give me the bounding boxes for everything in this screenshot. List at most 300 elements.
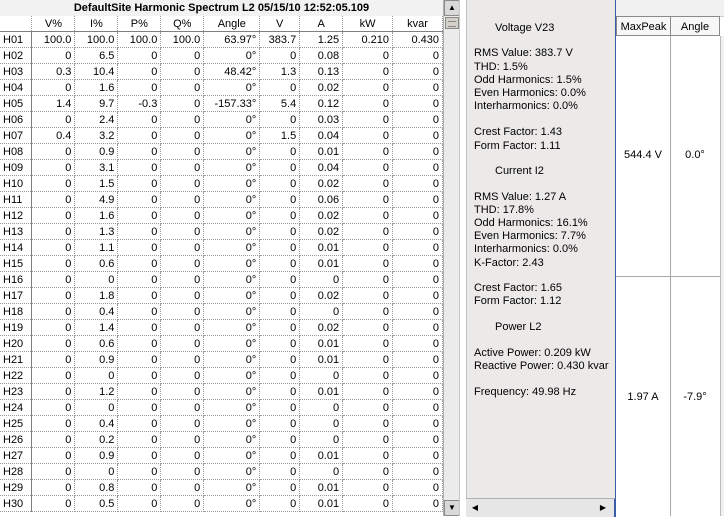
table-cell: 0 bbox=[343, 336, 393, 352]
table-row[interactable] bbox=[0, 304, 443, 320]
table-cell: 0 bbox=[343, 320, 393, 336]
row-label: H20 bbox=[0, 336, 32, 352]
table-cell: 0 bbox=[118, 64, 161, 80]
table-cell: 0 bbox=[393, 192, 443, 208]
table-cell: -0.3 bbox=[118, 96, 161, 112]
table-cell: 0.02 bbox=[300, 176, 343, 192]
table-cell: 1.25 bbox=[300, 32, 343, 48]
table-cell: 0 bbox=[260, 208, 300, 224]
table-cell: 0 bbox=[118, 448, 161, 464]
maxpeak-header: MaxPeak bbox=[616, 16, 671, 36]
table-cell: 0 bbox=[393, 160, 443, 176]
table-cell: 0.4 bbox=[75, 304, 118, 320]
table-cell: 1.5 bbox=[260, 128, 300, 144]
table-cell: 0 bbox=[32, 256, 75, 272]
row-separator bbox=[616, 276, 724, 277]
table-cell: 0 bbox=[118, 208, 161, 224]
table-cell: 100.0 bbox=[118, 32, 161, 48]
row-label: H10 bbox=[0, 176, 32, 192]
table-cell: 0 bbox=[161, 192, 204, 208]
table-cell: 0.02 bbox=[300, 288, 343, 304]
table-cell: 0 bbox=[343, 176, 393, 192]
arrow-right-icon[interactable]: ▶ bbox=[599, 503, 607, 512]
table-cell: 0.02 bbox=[300, 224, 343, 240]
table-cell: 0 bbox=[393, 464, 443, 480]
table-cell: 0 bbox=[118, 320, 161, 336]
table-cell: 0 bbox=[343, 192, 393, 208]
table-cell: 0.01 bbox=[300, 240, 343, 256]
table-cell: 0 bbox=[32, 224, 75, 240]
table-cell: 0 bbox=[343, 384, 393, 400]
table-cell: 0 bbox=[260, 368, 300, 384]
table-cell: 0.12 bbox=[300, 96, 343, 112]
table-row[interactable] bbox=[0, 176, 443, 192]
table-cell: 0 bbox=[161, 176, 204, 192]
table-cell: 0 bbox=[118, 160, 161, 176]
table-cell: 0 bbox=[118, 336, 161, 352]
table-cell: 0.9 bbox=[75, 144, 118, 160]
table-cell: 0 bbox=[161, 496, 204, 512]
table-cell: 0 bbox=[260, 160, 300, 176]
table-cell: 0 bbox=[260, 320, 300, 336]
table-row[interactable] bbox=[0, 240, 443, 256]
table-cell: 0 bbox=[343, 416, 393, 432]
row-label: H17 bbox=[0, 288, 32, 304]
table-row[interactable] bbox=[0, 336, 443, 352]
table-cell: 0 bbox=[260, 80, 300, 96]
table-cell: 0 bbox=[32, 464, 75, 480]
arrow-up-icon[interactable]: ▲ bbox=[444, 0, 460, 16]
voltage-thd: THD: 1.5% bbox=[474, 61, 528, 73]
table-cell: 0.02 bbox=[300, 208, 343, 224]
table-cell: 0 bbox=[118, 112, 161, 128]
table-cell: 0 bbox=[260, 448, 300, 464]
table-cell: 0.9 bbox=[75, 448, 118, 464]
table-cell: 0 bbox=[32, 80, 75, 96]
row-label: H08 bbox=[0, 144, 32, 160]
table-cell: 0 bbox=[161, 240, 204, 256]
row-label: H03 bbox=[0, 64, 32, 80]
row-label: H13 bbox=[0, 224, 32, 240]
summary-panel bbox=[466, 0, 617, 498]
table-cell: 0 bbox=[260, 48, 300, 64]
table-cell: 0 bbox=[393, 336, 443, 352]
table-cell: 0 bbox=[32, 432, 75, 448]
table-cell: 0 bbox=[32, 112, 75, 128]
table-cell: 0 bbox=[393, 96, 443, 112]
table-cell: 0 bbox=[260, 384, 300, 400]
table-cell: 0° bbox=[204, 400, 260, 416]
table-cell: 1.3 bbox=[75, 224, 118, 240]
frequency: Frequency: 49.98 Hz bbox=[474, 386, 577, 398]
table-cell: 0 bbox=[260, 480, 300, 496]
table-cell: 0° bbox=[204, 304, 260, 320]
table-cell: 0.6 bbox=[75, 336, 118, 352]
table-cell: 0.01 bbox=[300, 496, 343, 512]
row-label: H23 bbox=[0, 384, 32, 400]
table-row[interactable] bbox=[0, 400, 443, 416]
table-cell: 0 bbox=[260, 256, 300, 272]
table-cell: 0.01 bbox=[300, 336, 343, 352]
table-cell: 0 bbox=[161, 432, 204, 448]
table-cell: 0 bbox=[161, 368, 204, 384]
table-cell: 0 bbox=[118, 240, 161, 256]
table-cell: 0 bbox=[393, 416, 443, 432]
table-row[interactable] bbox=[0, 64, 443, 80]
corner-header[interactable] bbox=[0, 16, 32, 32]
current-form-factor: Form Factor: 1.12 bbox=[474, 295, 562, 307]
table-cell: 0 bbox=[260, 400, 300, 416]
vertical-scrollbar[interactable] bbox=[443, 0, 460, 516]
table-cell: 0 bbox=[260, 304, 300, 320]
table-cell: 0.01 bbox=[300, 480, 343, 496]
table-row[interactable] bbox=[0, 384, 443, 400]
table-cell: 0° bbox=[204, 128, 260, 144]
table-cell: 0 bbox=[161, 272, 204, 288]
voltage-even-harmonics: Even Harmonics: 0.0% bbox=[474, 87, 586, 99]
table-cell: 0° bbox=[204, 384, 260, 400]
table-cell: 0 bbox=[393, 240, 443, 256]
table-cell: 1.5 bbox=[75, 176, 118, 192]
table-cell: 0 bbox=[161, 304, 204, 320]
column-header[interactable]: Q% bbox=[161, 16, 204, 32]
table-cell: 0 bbox=[161, 320, 204, 336]
scroll-thumb[interactable] bbox=[445, 17, 459, 29]
table-cell: 0 bbox=[118, 224, 161, 240]
table-cell: 1.3 bbox=[260, 64, 300, 80]
table-cell: 0 bbox=[75, 400, 118, 416]
current-interharmonics: Interharmonics: 0.0% bbox=[474, 243, 578, 255]
table-cell: 0.02 bbox=[300, 320, 343, 336]
table-cell: 0.8 bbox=[75, 480, 118, 496]
table-cell: 0° bbox=[204, 480, 260, 496]
table-cell: 0.3 bbox=[32, 64, 75, 80]
row-label: H27 bbox=[0, 448, 32, 464]
table-cell: 0.9 bbox=[75, 352, 118, 368]
table-row[interactable] bbox=[0, 32, 443, 48]
column-header[interactable]: A bbox=[300, 16, 343, 32]
table-cell: 0 bbox=[118, 192, 161, 208]
table-cell: 0.03 bbox=[300, 112, 343, 128]
table-row[interactable] bbox=[0, 224, 443, 240]
row-label: H02 bbox=[0, 48, 32, 64]
table-cell: 0.4 bbox=[75, 416, 118, 432]
table-row[interactable] bbox=[0, 256, 443, 272]
voltage-rms: RMS Value: 383.7 V bbox=[474, 47, 573, 59]
table-cell: 0.04 bbox=[300, 128, 343, 144]
table-cell: 0 bbox=[393, 448, 443, 464]
table-row[interactable] bbox=[0, 288, 443, 304]
table-cell: 0° bbox=[204, 208, 260, 224]
table-cell: 0.2 bbox=[75, 432, 118, 448]
row-label: H24 bbox=[0, 400, 32, 416]
table-row[interactable] bbox=[0, 128, 443, 144]
row-label: H04 bbox=[0, 80, 32, 96]
table-cell: 0 bbox=[343, 448, 393, 464]
table-cell: 0 bbox=[118, 304, 161, 320]
table-cell: 0 bbox=[32, 336, 75, 352]
table-row[interactable] bbox=[0, 208, 443, 224]
table-cell: 0 bbox=[118, 400, 161, 416]
table-cell: 0 bbox=[343, 464, 393, 480]
table-cell: 0 bbox=[300, 416, 343, 432]
table-cell: 0 bbox=[32, 448, 75, 464]
table-cell: 0 bbox=[118, 80, 161, 96]
table-cell: 0 bbox=[161, 224, 204, 240]
row-label: H22 bbox=[0, 368, 32, 384]
table-row[interactable] bbox=[0, 448, 443, 464]
table-cell: 0° bbox=[204, 448, 260, 464]
table-cell: 0 bbox=[161, 384, 204, 400]
table-cell: 0 bbox=[260, 192, 300, 208]
arrow-down-icon[interactable]: ▼ bbox=[444, 500, 460, 516]
table-cell: 0 bbox=[393, 352, 443, 368]
table-cell: 0 bbox=[32, 304, 75, 320]
row-label: H30 bbox=[0, 496, 32, 512]
table-cell: 0 bbox=[343, 304, 393, 320]
table-cell: 0 bbox=[343, 224, 393, 240]
current-rms: RMS Value: 1.27 A bbox=[474, 191, 567, 203]
table-cell: 0 bbox=[260, 224, 300, 240]
table-cell: 0 bbox=[343, 272, 393, 288]
table-cell: 0.01 bbox=[300, 448, 343, 464]
table-cell: 0 bbox=[118, 416, 161, 432]
table-cell: 100.0 bbox=[161, 32, 204, 48]
table-cell: 0 bbox=[161, 256, 204, 272]
current-maxpeak: 1.97 A bbox=[627, 391, 659, 403]
table-cell: 0.6 bbox=[75, 256, 118, 272]
table-cell: 0 bbox=[343, 96, 393, 112]
table-cell: 0 bbox=[161, 336, 204, 352]
table-cell: 0 bbox=[393, 208, 443, 224]
voltage-crest-factor: Crest Factor: 1.43 bbox=[474, 126, 563, 138]
table-cell: 0 bbox=[300, 304, 343, 320]
table-cell: 0 bbox=[393, 112, 443, 128]
table-cell: 0° bbox=[204, 336, 260, 352]
table-cell: 0 bbox=[32, 384, 75, 400]
table-cell: 0 bbox=[393, 272, 443, 288]
table-cell: 1.6 bbox=[75, 208, 118, 224]
column-header[interactable]: V bbox=[260, 16, 300, 32]
voltage-interharmonics: Interharmonics: 0.0% bbox=[474, 100, 578, 112]
active-power: Active Power: 0.209 kW bbox=[474, 347, 591, 359]
table-cell: 0 bbox=[343, 400, 393, 416]
table-cell: 0° bbox=[204, 272, 260, 288]
table-cell: 0 bbox=[161, 480, 204, 496]
table-cell: 0° bbox=[204, 320, 260, 336]
table-cell: 0 bbox=[393, 496, 443, 512]
table-cell: 0 bbox=[75, 272, 118, 288]
row-label: H15 bbox=[0, 256, 32, 272]
table-cell: 0 bbox=[161, 144, 204, 160]
table-cell: 0 bbox=[343, 144, 393, 160]
table-cell: 63.97° bbox=[204, 32, 260, 48]
table-cell: 0° bbox=[204, 496, 260, 512]
table-cell: 0 bbox=[161, 208, 204, 224]
voltage-maxpeak: 544.4 V bbox=[624, 149, 662, 161]
table-cell: 0.4 bbox=[32, 128, 75, 144]
row-label: H26 bbox=[0, 432, 32, 448]
table-cell: 0.08 bbox=[300, 48, 343, 64]
table-cell: 0 bbox=[32, 48, 75, 64]
table-cell: 0.01 bbox=[300, 256, 343, 272]
table-cell: 0° bbox=[204, 256, 260, 272]
table-row[interactable] bbox=[0, 192, 443, 208]
table-cell: 1.1 bbox=[75, 240, 118, 256]
table-cell: 0 bbox=[343, 240, 393, 256]
table-cell: 0 bbox=[161, 416, 204, 432]
table-row[interactable] bbox=[0, 320, 443, 336]
table-cell: 0 bbox=[260, 352, 300, 368]
horizontal-scrollbar[interactable] bbox=[466, 498, 616, 517]
row-label: H11 bbox=[0, 192, 32, 208]
table-cell: 0 bbox=[32, 400, 75, 416]
table-cell: 0 bbox=[393, 432, 443, 448]
table-cell: 0° bbox=[204, 432, 260, 448]
table-cell: 0 bbox=[300, 368, 343, 384]
table-cell: 0 bbox=[118, 272, 161, 288]
table-cell: 0 bbox=[118, 144, 161, 160]
table-cell: 0 bbox=[161, 448, 204, 464]
table-cell: 0° bbox=[204, 288, 260, 304]
table-cell: 0° bbox=[204, 416, 260, 432]
table-row[interactable] bbox=[0, 272, 443, 288]
table-cell: -157.33° bbox=[204, 96, 260, 112]
table-cell: 0° bbox=[204, 160, 260, 176]
table-cell: 0 bbox=[300, 400, 343, 416]
table-cell: 0 bbox=[300, 432, 343, 448]
column-header[interactable]: Angle bbox=[204, 16, 260, 32]
row-label: H14 bbox=[0, 240, 32, 256]
table-cell: 0 bbox=[260, 288, 300, 304]
column-header[interactable]: V% bbox=[32, 16, 75, 32]
table-cell: 0 bbox=[118, 256, 161, 272]
voltage-heading: Voltage V23 bbox=[495, 22, 555, 34]
table-cell: 0 bbox=[118, 176, 161, 192]
table-row[interactable] bbox=[0, 144, 443, 160]
table-cell: 0 bbox=[260, 272, 300, 288]
table-row[interactable] bbox=[0, 496, 443, 512]
table-cell: 0 bbox=[343, 256, 393, 272]
table-cell: 4.9 bbox=[75, 192, 118, 208]
table-row[interactable] bbox=[0, 432, 443, 448]
table-cell: 0 bbox=[343, 128, 393, 144]
table-cell: 0° bbox=[204, 240, 260, 256]
table-cell: 1.4 bbox=[75, 320, 118, 336]
table-cell: 0 bbox=[393, 384, 443, 400]
table-cell: 0 bbox=[393, 320, 443, 336]
table-cell: 0 bbox=[118, 432, 161, 448]
table-cell: 0 bbox=[343, 64, 393, 80]
table-row[interactable] bbox=[0, 160, 443, 176]
table-cell: 0 bbox=[32, 288, 75, 304]
table-cell: 1.6 bbox=[75, 80, 118, 96]
table-cell: 0 bbox=[161, 160, 204, 176]
current-thd: THD: 17.8% bbox=[474, 204, 534, 216]
angle-header: Angle bbox=[670, 16, 720, 36]
table-cell: 0.01 bbox=[300, 144, 343, 160]
table-cell: 0 bbox=[32, 352, 75, 368]
current-crest-factor: Crest Factor: 1.65 bbox=[474, 282, 563, 294]
table-row[interactable] bbox=[0, 368, 443, 384]
arrow-left-icon[interactable]: ◀ bbox=[471, 503, 479, 512]
table-cell: 0 bbox=[393, 128, 443, 144]
peak-panel-edge bbox=[720, 36, 724, 516]
voltage-odd-harmonics: Odd Harmonics: 1.5% bbox=[474, 74, 582, 86]
row-label: H19 bbox=[0, 320, 32, 336]
table-cell: 0 bbox=[343, 48, 393, 64]
row-label: H07 bbox=[0, 128, 32, 144]
table-cell: 0 bbox=[343, 480, 393, 496]
column-header[interactable]: kW bbox=[343, 16, 393, 32]
column-header[interactable]: kvar bbox=[393, 16, 443, 32]
table-cell: 9.7 bbox=[75, 96, 118, 112]
table-row[interactable] bbox=[0, 48, 443, 64]
row-label: H12 bbox=[0, 208, 32, 224]
table-cell: 0.01 bbox=[300, 384, 343, 400]
spectrum-title: DefaultSite Harmonic Spectrum L2 05/15/10 12:52:05.109 bbox=[0, 0, 443, 17]
table-cell: 0 bbox=[32, 272, 75, 288]
table-cell: 0° bbox=[204, 224, 260, 240]
table-cell: 0 bbox=[161, 80, 204, 96]
power-heading: Power L2 bbox=[495, 321, 542, 333]
table-row[interactable] bbox=[0, 112, 443, 128]
table-row[interactable] bbox=[0, 352, 443, 368]
table-cell: 0 bbox=[32, 496, 75, 512]
row-label: H05 bbox=[0, 96, 32, 112]
table-row[interactable] bbox=[0, 480, 443, 496]
table-cell: 0 bbox=[32, 480, 75, 496]
table-row[interactable] bbox=[0, 80, 443, 96]
table-cell: 48.42° bbox=[204, 64, 260, 80]
table-cell: 0 bbox=[118, 288, 161, 304]
table-row[interactable] bbox=[0, 96, 443, 112]
column-header[interactable]: I% bbox=[75, 16, 118, 32]
harmonic-table bbox=[0, 16, 443, 512]
column-header[interactable]: P% bbox=[118, 16, 161, 32]
current-even-harmonics: Even Harmonics: 7.7% bbox=[474, 230, 586, 242]
table-row[interactable] bbox=[0, 464, 443, 480]
table-cell: 0 bbox=[161, 112, 204, 128]
table-cell: 0 bbox=[161, 400, 204, 416]
table-cell: 3.1 bbox=[75, 160, 118, 176]
table-cell: 0 bbox=[343, 112, 393, 128]
row-label: H16 bbox=[0, 272, 32, 288]
row-label: H18 bbox=[0, 304, 32, 320]
table-cell: 0 bbox=[260, 432, 300, 448]
table-cell: 100.0 bbox=[75, 32, 118, 48]
table-cell: 0 bbox=[161, 64, 204, 80]
table-cell: 0 bbox=[343, 432, 393, 448]
table-cell: 0 bbox=[260, 496, 300, 512]
table-cell: 0 bbox=[32, 416, 75, 432]
table-cell: 0 bbox=[118, 496, 161, 512]
row-label: H01 bbox=[0, 32, 32, 48]
table-cell: 0 bbox=[118, 480, 161, 496]
table-cell: 0 bbox=[343, 352, 393, 368]
table-cell: 0.01 bbox=[300, 352, 343, 368]
table-cell: 0 bbox=[393, 64, 443, 80]
row-label: H29 bbox=[0, 480, 32, 496]
table-cell: 0 bbox=[118, 128, 161, 144]
table-cell: 0 bbox=[343, 80, 393, 96]
table-cell: 383.7 bbox=[260, 32, 300, 48]
table-cell: 10.4 bbox=[75, 64, 118, 80]
table-cell: 0° bbox=[204, 80, 260, 96]
table-cell: 0 bbox=[393, 176, 443, 192]
table-cell: 0° bbox=[204, 144, 260, 160]
table-row[interactable] bbox=[0, 416, 443, 432]
